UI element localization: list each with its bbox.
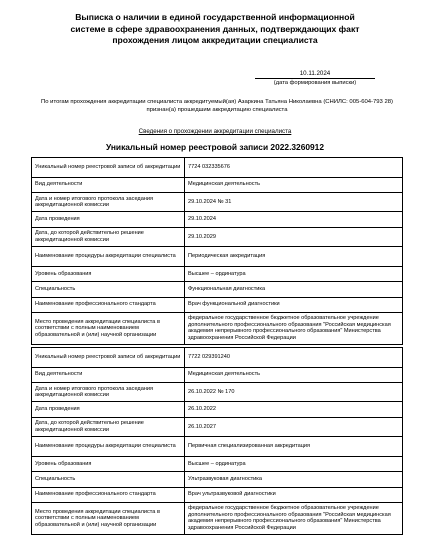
label-education-level: Уровень образования xyxy=(32,456,185,471)
row-place xyxy=(32,502,403,534)
label-procedure: Наименование процедуры аккредитации специалиста xyxy=(32,247,185,267)
row-date-held xyxy=(32,212,403,227)
value-education-level: Высшее – ординатура xyxy=(185,456,403,471)
formation-date-block xyxy=(255,70,375,86)
value-protocol: 29.10.2024 № 31 xyxy=(185,192,403,212)
label-activity: Вид деятельности xyxy=(32,367,185,382)
row-date-held xyxy=(32,402,403,417)
value-activity: Медицинская деятельность xyxy=(185,177,403,192)
value-registry-number: 7722 029391240 xyxy=(185,348,403,368)
row-place xyxy=(32,312,403,344)
label-valid-until: Дата, до которой действительно решение аккредитационной комиссии xyxy=(32,227,185,247)
intro-line-1: По итогам прохождения аккредитации специалиста аккредитуемый(ая) Азаркина Татьяна Николаевна (СНИЛС: 005-604-793 28) xyxy=(41,99,393,105)
value-registry-number: 7724 032335676 xyxy=(185,158,403,178)
row-activity xyxy=(32,177,403,192)
row-procedure xyxy=(32,247,403,267)
label-place: Место проведения аккредитации специалиста в соответствии с полным наименованием образовательной и (или) научной организации xyxy=(32,502,185,534)
registry-heading: Уникальный номер реестровой записи 2022.3260912 xyxy=(105,142,324,152)
value-protocol: 26.10.2022 № 170 xyxy=(185,382,403,402)
label-specialty: Специальность xyxy=(32,472,185,487)
value-place: федеральное государственное бюджетное образовательное учреждение дополнительного профессионального образования "Российская медицинская академия непрерывного профессионального образования" Министерства здравоохранения Российской Федерации xyxy=(185,502,403,534)
row-activity xyxy=(32,367,403,382)
label-procedure: Наименование процедуры аккредитации специалиста xyxy=(32,437,185,457)
row-registry-number xyxy=(32,348,403,368)
value-procedure: Периодическая аккредитация xyxy=(185,247,403,267)
value-valid-until: 29.10.2029 xyxy=(185,227,403,247)
value-education-level: Высшее – ординатура xyxy=(185,266,403,281)
title-line-3: прохождения лицом аккредитации специалиста xyxy=(112,35,318,46)
row-specialty xyxy=(32,282,403,297)
label-standard: Наименование профессионального стандарта xyxy=(32,297,185,312)
row-valid-until xyxy=(32,417,403,437)
row-standard xyxy=(32,297,403,312)
row-registry-number xyxy=(32,158,403,178)
value-specialty: Функциональная диагностика xyxy=(185,282,403,297)
title-line-1: Выписка о наличии в единой государственной информационной xyxy=(75,12,355,22)
label-education-level: Уровень образования xyxy=(32,266,185,281)
label-specialty: Специальность xyxy=(32,282,185,297)
label-registry-number: Уникальный номер реестровой записи об аккредитации xyxy=(32,348,185,368)
value-valid-until: 26.10.2027 xyxy=(185,417,403,437)
accreditation-record-table xyxy=(31,347,403,535)
value-place: федеральное государственное бюджетное образовательное учреждение дополнительного профессионального образования "Российская медицинская академия непрерывного профессионального образования" Министерства здравоохранения Российской Федерации xyxy=(185,312,403,344)
row-protocol xyxy=(32,192,403,212)
row-standard xyxy=(32,487,403,502)
section-heading: Сведения о прохождении аккредитации специалиста xyxy=(138,128,292,135)
value-date-held: 26.10.2022 xyxy=(185,402,403,417)
row-education-level xyxy=(32,266,403,281)
label-registry-number: Уникальный номер реестровой записи об аккредитации xyxy=(32,158,185,178)
label-place: Место проведения аккредитации специалиста в соответствии с полным наименованием образовательной и (или) научной организации xyxy=(32,312,185,344)
label-activity: Вид деятельности xyxy=(32,177,185,192)
formation-date-caption: (дата формирования выписки) xyxy=(273,80,357,86)
label-standard: Наименование профессионального стандарта xyxy=(32,487,185,502)
row-protocol xyxy=(32,382,403,402)
label-date-held: Дата проведения xyxy=(32,402,185,417)
value-date-held: 29.10.2024 xyxy=(185,212,403,227)
accreditation-record-table xyxy=(31,157,403,345)
row-procedure xyxy=(32,437,403,457)
label-protocol: Дата и номер итогового протокола заседания аккредитационной комиссии xyxy=(32,382,185,402)
row-specialty xyxy=(32,472,403,487)
value-standard: Врач ультразвуковой диагностики xyxy=(185,487,403,502)
label-protocol: Дата и номер итогового протокола заседания аккредитационной комиссии xyxy=(32,192,185,212)
label-valid-until: Дата, до которой действительно решение аккредитационной комиссии xyxy=(32,417,185,437)
row-education-level xyxy=(32,456,403,471)
formation-date: 10.11.2024 xyxy=(255,70,375,79)
value-procedure: Первичная специализированная аккредитация xyxy=(185,437,403,457)
value-activity: Медицинская деятельность xyxy=(185,367,403,382)
row-valid-until xyxy=(32,227,403,247)
document-title xyxy=(70,12,360,47)
label-date-held: Дата проведения xyxy=(32,212,185,227)
title-line-2: системе в сфере здравоохранения данных, подтверждающих факт xyxy=(70,23,360,34)
intro-text xyxy=(32,98,402,114)
intro-line-2: признан(а) прошедшим аккредитацию специалиста xyxy=(146,107,288,113)
value-specialty: Ультразвуковая диагностика xyxy=(185,472,403,487)
value-standard: Врач функциональной диагностики xyxy=(185,297,403,312)
